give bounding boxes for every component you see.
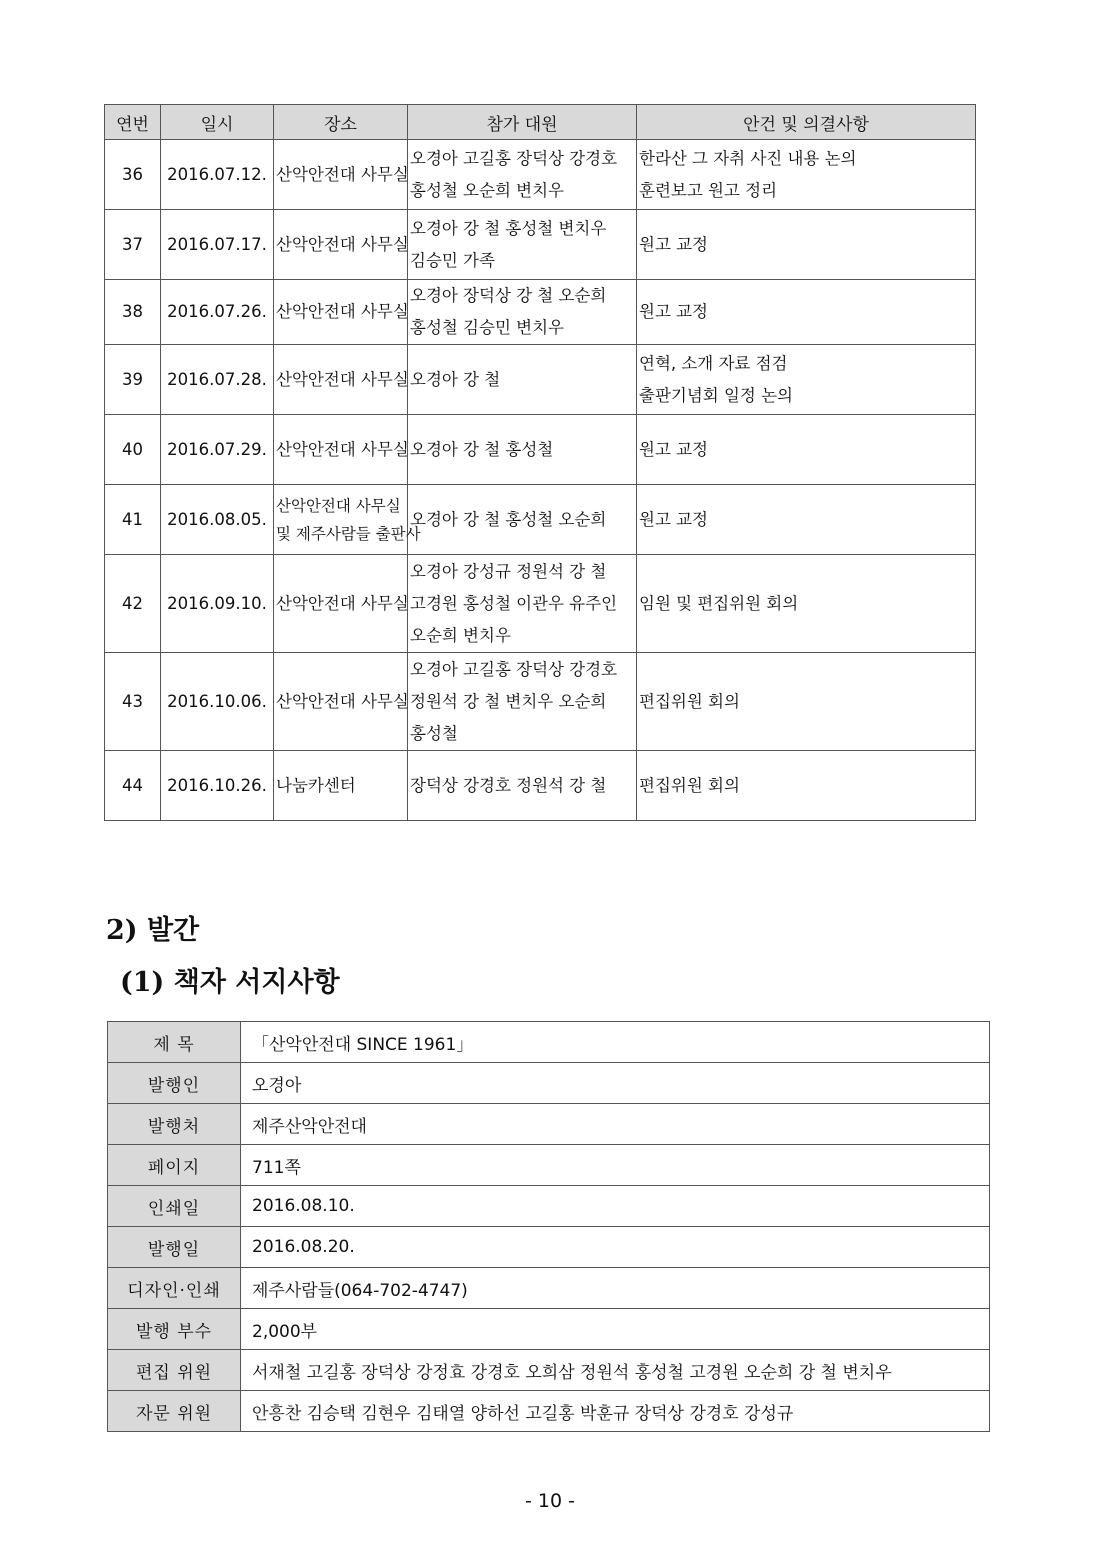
meeting-members	[408, 751, 637, 821]
meeting-date: 2016.09.10.	[161, 555, 274, 653]
meeting-number: 37	[105, 210, 161, 280]
biblio-value: 제주산악안전대	[241, 1104, 990, 1145]
biblio-row	[108, 1186, 990, 1227]
meeting-place	[274, 751, 408, 821]
biblio-label: 발행 부수	[108, 1309, 241, 1350]
biblio-value: 「산악안전대 SINCE 1961」	[241, 1022, 990, 1063]
meeting-place	[274, 485, 421, 555]
meeting-row	[105, 415, 976, 485]
meeting-members	[408, 415, 637, 485]
meeting-members	[408, 345, 637, 415]
biblio-value: 서재철 고길홍 장덕상 강정효 강경호 오희삼 정원석 홍성철 고경원 오순희 강 철 변치우	[241, 1350, 990, 1391]
biblio-row	[108, 1145, 990, 1186]
meeting-agenda	[637, 210, 976, 280]
meeting-agenda	[637, 555, 976, 653]
meeting-table-header	[105, 105, 976, 140]
meeting-agenda	[637, 140, 976, 210]
meeting-date: 2016.07.12.	[161, 140, 274, 210]
page-number: - 10 -	[525, 1490, 575, 1512]
cell-line: 및 제주사람들 출판사	[276, 524, 421, 543]
meeting-place	[274, 280, 408, 345]
biblio-value: 안흥찬 김승택 김현우 김태열 양하선 고길홍 박훈규 장덕상 강경호 강성규	[241, 1391, 990, 1432]
meeting-members	[408, 555, 637, 653]
cell-line: 편집위원 회의	[639, 775, 740, 795]
cell-line: 한라산 그 자취 사진 내용 논의	[639, 148, 857, 168]
cell-line: 연혁, 소개 자료 점검	[639, 353, 788, 373]
cell-line: 홍성철	[410, 723, 458, 743]
meeting-number: 38	[105, 280, 161, 345]
biblio-label: 자문 위원	[108, 1391, 241, 1432]
biblio-row	[108, 1063, 990, 1104]
meeting-number: 41	[105, 485, 161, 555]
meeting-place	[274, 415, 408, 485]
biblio-value: 711쪽	[241, 1145, 990, 1186]
meeting-row	[105, 653, 976, 751]
meeting-members	[408, 653, 637, 751]
meeting-date: 2016.07.17.	[161, 210, 274, 280]
header-date: 일시	[161, 105, 274, 140]
cell-line: 산악안전대 사무실	[276, 496, 401, 515]
header-num: 연번	[105, 105, 161, 140]
cell-line: 오경아 고길홍 장덕상 강경호	[410, 148, 618, 168]
section-subheading: (1) 책자 서지사항	[120, 967, 340, 998]
meeting-place	[274, 140, 408, 210]
meeting-members	[408, 280, 637, 345]
biblio-label: 발행처	[108, 1104, 241, 1145]
cell-line: 오경아 강성규 정원석 강 철	[410, 561, 607, 581]
meeting-members	[408, 140, 637, 210]
meeting-members	[408, 485, 637, 555]
cell-line: 고경원 홍성철 이관우 유주인	[410, 593, 618, 613]
biblio-label: 발행인	[108, 1063, 241, 1104]
meeting-agenda	[637, 653, 976, 751]
cell-line: 원고 교정	[639, 302, 709, 321]
meeting-row	[105, 140, 976, 210]
meeting-date: 2016.10.26.	[161, 751, 274, 821]
cell-line: 임원 및 편집위원 회의	[639, 593, 799, 613]
meeting-date: 2016.10.06.	[161, 653, 274, 751]
header-agenda: 안건 및 의결사항	[637, 105, 976, 140]
meeting-table	[104, 104, 976, 821]
meeting-row	[105, 280, 976, 345]
cell-line: 원고 교정	[639, 439, 709, 459]
cell-line: 오경아 강 철	[410, 369, 501, 389]
meeting-agenda	[637, 280, 976, 345]
cell-line: 김승민 가족	[410, 250, 495, 270]
cell-line: 나눔카센터	[276, 775, 356, 795]
cell-line: 훈련보고 원고 정리	[639, 180, 778, 200]
bibliography-table	[107, 1021, 990, 1432]
meeting-row	[105, 555, 976, 653]
meeting-place	[274, 653, 408, 751]
meeting-place	[274, 210, 408, 280]
biblio-label: 페이지	[108, 1145, 241, 1186]
biblio-row	[108, 1268, 990, 1309]
biblio-row	[108, 1350, 990, 1391]
cell-line: 산악안전대 사무실	[276, 439, 409, 459]
cell-line: 편집위원 회의	[639, 691, 740, 711]
meeting-date: 2016.07.28.	[161, 345, 274, 415]
meeting-agenda	[637, 345, 976, 415]
cell-line: 오경아 장덕상 강 철 오순희	[410, 286, 607, 305]
biblio-value: 제주사람들(064-702-4747)	[241, 1268, 990, 1309]
header-place: 장소	[274, 105, 408, 140]
cell-line: 산악안전대 사무실	[276, 302, 409, 321]
meeting-agenda	[637, 415, 976, 485]
cell-line: 원고 교정	[639, 234, 709, 254]
biblio-row	[108, 1391, 990, 1432]
meeting-row	[105, 485, 976, 555]
biblio-value: 오경아	[241, 1063, 990, 1104]
cell-line: 출판기념회 일정 논의	[639, 385, 793, 405]
cell-line: 산악안전대 사무실	[276, 369, 409, 389]
biblio-row	[108, 1227, 990, 1268]
cell-line: 오경아 고길홍 장덕상 강경호	[410, 659, 618, 679]
biblio-value: 2016.08.10.	[241, 1186, 990, 1227]
meeting-number: 40	[105, 415, 161, 485]
biblio-label: 발행일	[108, 1227, 241, 1268]
cell-line: 장덕상 강경호 정원석 강 철	[410, 775, 607, 795]
meeting-number: 44	[105, 751, 161, 821]
cell-line: 홍성철 오순희 변치우	[410, 180, 564, 200]
cell-line: 홍성철 김승민 변치우	[410, 318, 564, 337]
meeting-number: 43	[105, 653, 161, 751]
meeting-agenda	[637, 485, 976, 555]
biblio-row	[108, 1022, 990, 1063]
cell-line: 산악안전대 사무실	[276, 164, 409, 184]
biblio-value: 2,000부	[241, 1309, 990, 1350]
meeting-number: 42	[105, 555, 161, 653]
cell-line: 오경아 강 철 홍성철 오순희	[410, 509, 607, 529]
meeting-agenda	[637, 751, 976, 821]
biblio-label: 인쇄일	[108, 1186, 241, 1227]
biblio-label: 제 목	[108, 1022, 241, 1063]
cell-line: 산악안전대 사무실	[276, 234, 409, 254]
meeting-number: 36	[105, 140, 161, 210]
section-heading: 2) 발간	[106, 915, 200, 946]
meeting-date: 2016.07.29.	[161, 415, 274, 485]
cell-line: 산악안전대 사무실	[276, 593, 409, 613]
meeting-place	[274, 555, 408, 653]
meeting-row	[105, 210, 976, 280]
header-members: 참가 대원	[408, 105, 637, 140]
biblio-label: 디자인·인쇄	[108, 1268, 241, 1309]
meeting-number: 39	[105, 345, 161, 415]
cell-line: 오경아 강 철 홍성철 변치우	[410, 218, 607, 238]
cell-line: 원고 교정	[639, 509, 709, 529]
cell-line: 산악안전대 사무실	[276, 691, 409, 711]
meeting-date: 2016.07.26.	[161, 280, 274, 345]
meeting-date: 2016.08.05.	[161, 485, 274, 555]
cell-line: 오경아 강 철 홍성철	[410, 439, 554, 459]
cell-line: 오순희 변치우	[410, 625, 511, 645]
biblio-label: 편집 위원	[108, 1350, 241, 1391]
meeting-row	[105, 345, 976, 415]
biblio-row	[108, 1104, 990, 1145]
biblio-value: 2016.08.20.	[241, 1227, 990, 1268]
cell-line: 정원석 강 철 변치우 오순희	[410, 691, 607, 711]
meeting-members	[408, 210, 637, 280]
biblio-row	[108, 1309, 990, 1350]
meeting-place	[274, 345, 408, 415]
meeting-row	[105, 751, 976, 821]
